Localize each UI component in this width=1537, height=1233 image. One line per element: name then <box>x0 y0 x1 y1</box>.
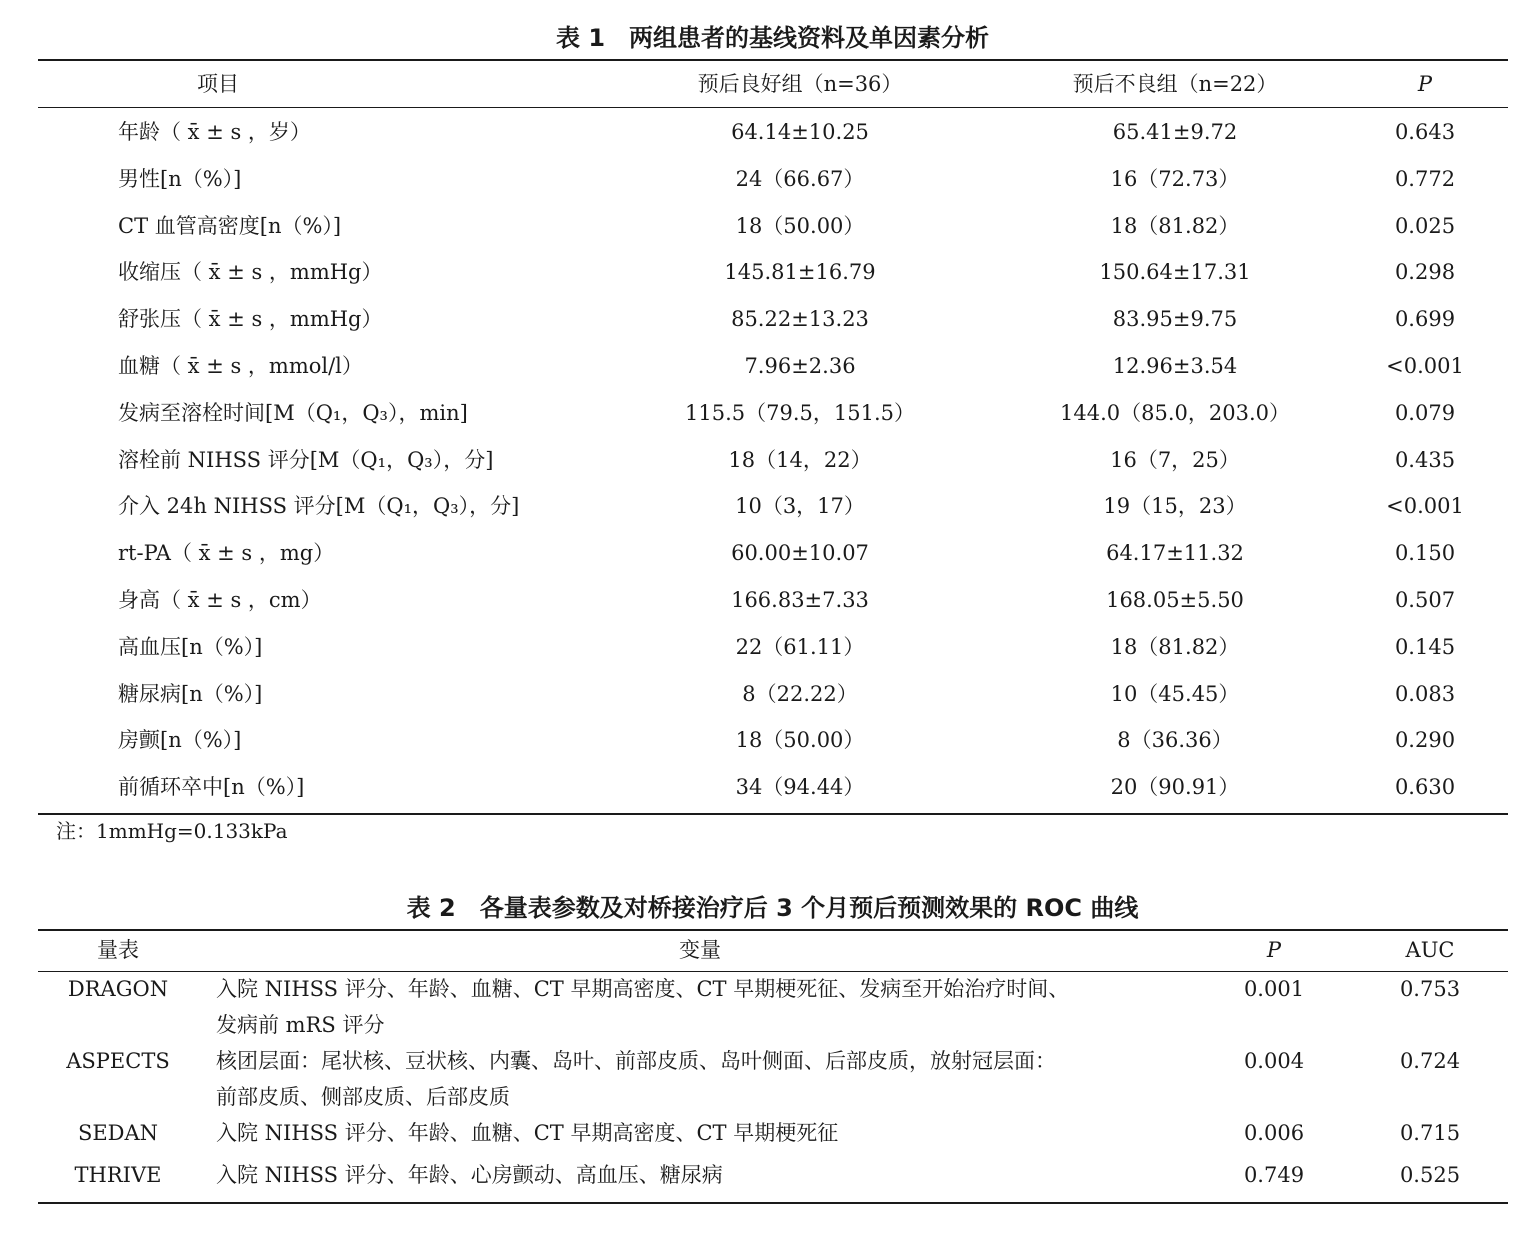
table1-row-label: 高血压[n（%）] <box>118 635 263 659</box>
table1-row-poor: 8（36.36） <box>1117 728 1233 752</box>
table1-row-label: 糖尿病[n（%）] <box>118 682 263 706</box>
table1-row-p: 0.079 <box>1394 401 1456 425</box>
table2-row-vars-line: 入院 NIHSS 评分、年龄、心房颤动、高血压、糖尿病 <box>216 1163 723 1187</box>
table1-row-good: 18（50.00） <box>735 214 865 238</box>
table1-row-poor: 20（90.91） <box>1110 775 1240 799</box>
table1-row-good: 18（14，22） <box>728 448 872 472</box>
table1-row-label: 溶栓前 NIHSS 评分[M（Q₁，Q₃），分] <box>118 448 494 472</box>
table1-row-poor: 150.64±17.31 <box>1099 260 1251 284</box>
table1-row-p: 0.298 <box>1394 260 1456 284</box>
table1-row-p: 0.025 <box>1394 214 1456 238</box>
table1-row-label: 发病至溶栓时间[M（Q₁，Q₃），min] <box>118 401 468 425</box>
table1-row-p: <0.001 <box>1386 494 1464 518</box>
table1-header-good: 预后良好组（n=36） <box>697 72 903 96</box>
table1-row-p: 0.772 <box>1394 167 1456 191</box>
table1-row-p: 0.507 <box>1394 588 1456 612</box>
table1-row-good: 85.22±13.23 <box>731 307 869 331</box>
table1-top-rule <box>38 59 1508 61</box>
table2-row-auc: 0.724 <box>1399 1049 1461 1073</box>
table1-row-label: CT 血管高密度[n（%）] <box>118 214 342 238</box>
table1-row-p: 0.630 <box>1394 775 1456 799</box>
table1-row-p: 0.699 <box>1394 307 1456 331</box>
table1-row-good: 60.00±10.07 <box>731 541 869 565</box>
table1-row-poor: 19（15，23） <box>1103 494 1247 518</box>
table1-row-label: 前循环卒中[n（%）] <box>118 775 305 799</box>
table1-row-good: 166.83±7.33 <box>731 588 869 612</box>
table1-header-item: 项目 <box>197 72 239 96</box>
table1-row-good: 8（22.22） <box>742 682 858 706</box>
table1-bottom-rule <box>38 813 1508 815</box>
table2-row-p: 0.001 <box>1243 977 1305 1001</box>
table1-row-good: 7.96±2.36 <box>744 354 856 378</box>
table2-header-vars: 变量 <box>679 938 721 962</box>
table1-row-p: 0.083 <box>1394 682 1456 706</box>
table1-row-label: 收缩压（ x̄ ± s ，mmHg） <box>118 260 383 284</box>
table1-row-label: 舒张压（ x̄ ± s ，mmHg） <box>118 307 383 331</box>
table2-row-scale: ASPECTS <box>66 1049 170 1073</box>
table1-row-p: 0.643 <box>1394 120 1456 144</box>
table1-row-poor: 18（81.82） <box>1110 635 1240 659</box>
table2-row-vars-line: 入院 NIHSS 评分、年龄、血糖、CT 早期高密度、CT 早期梗死征、发病至开始治疗时间、 <box>216 977 1070 1001</box>
table1-row-poor: 12.96±3.54 <box>1112 354 1238 378</box>
table1-row-poor: 65.41±9.72 <box>1112 120 1238 144</box>
table2-header-auc: AUC <box>1405 938 1455 962</box>
table2-row-p: 0.006 <box>1243 1121 1305 1145</box>
table1-row-good: 145.81±16.79 <box>724 260 876 284</box>
table2-row-auc: 0.525 <box>1399 1163 1461 1187</box>
table1-row-good: 34（94.44） <box>735 775 865 799</box>
table1-row-poor: 10（45.45） <box>1110 682 1240 706</box>
table2-title: 表 2 各量表参数及对桥接治疗后 3 个月预后预测效果的 ROC 曲线 <box>406 894 1139 922</box>
table2-header-p: P <box>1266 938 1282 962</box>
table1-row-poor: 64.17±11.32 <box>1106 541 1244 565</box>
table2-row-scale: DRAGON <box>67 977 169 1001</box>
table1-row-good: 22（61.11） <box>735 635 865 659</box>
table1-row-p: 0.435 <box>1394 448 1456 472</box>
table2-row-p: 0.749 <box>1243 1163 1305 1187</box>
table1-row-good: 24（66.67） <box>735 167 865 191</box>
table1-row-label: 男性[n（%）] <box>118 167 242 191</box>
table1-row-label: 房颤[n（%）] <box>118 728 242 752</box>
table2-header-rule <box>38 971 1508 972</box>
table1-row-label: 身高（ x̄ ± s ，cm） <box>118 588 322 612</box>
table1-row-label: rt-PA（ x̄ ± s ，mg） <box>118 541 335 565</box>
table1-row-p: 0.145 <box>1394 635 1456 659</box>
table1-row-good: 64.14±10.25 <box>731 120 869 144</box>
table1-header-poor: 预后不良组（n=22） <box>1072 72 1278 96</box>
table1-row-good: 10（3，17） <box>735 494 865 518</box>
table1-row-p: 0.150 <box>1394 541 1456 565</box>
table1-row-poor: 83.95±9.75 <box>1112 307 1238 331</box>
table2-row-vars-line: 前部皮质、侧部皮质、后部皮质 <box>216 1085 510 1109</box>
table1-title: 表 1 两组患者的基线资料及单因素分析 <box>555 24 990 52</box>
table2-top-rule <box>38 929 1508 931</box>
table1-row-poor: 18（81.82） <box>1110 214 1240 238</box>
table2-bottom-rule <box>38 1202 1508 1204</box>
table2-row-vars-line: 发病前 mRS 评分 <box>216 1013 385 1037</box>
table1-row-poor: 16（7，25） <box>1110 448 1240 472</box>
table1-row-good: 18（50.00） <box>735 728 865 752</box>
table1-header-p: P <box>1417 72 1433 96</box>
table2-row-auc: 0.753 <box>1399 977 1461 1001</box>
table2-row-vars-line: 核团层面：尾状核、豆状核、内囊、岛叶、前部皮质、岛叶侧面、后部皮质，放射冠层面： <box>216 1049 1056 1073</box>
table2-row-auc: 0.715 <box>1399 1121 1461 1145</box>
table1-header-rule <box>38 107 1508 108</box>
table1-row-label: 年龄（ x̄ ± s ，岁） <box>118 120 311 144</box>
table2-header-scale: 量表 <box>97 938 139 962</box>
table1-row-poor: 168.05±5.50 <box>1106 588 1244 612</box>
table1-note: 注：1mmHg=0.133kPa <box>56 819 288 843</box>
table2-row-scale: SEDAN <box>77 1121 159 1145</box>
table1-row-label: 介入 24h NIHSS 评分[M（Q₁，Q₃），分] <box>118 494 520 518</box>
table1-row-label: 血糖（ x̄ ± s ，mmol/l） <box>118 354 363 378</box>
table1-row-p: <0.001 <box>1386 354 1464 378</box>
table2-row-p: 0.004 <box>1243 1049 1305 1073</box>
table1-row-good: 115.5（79.5，151.5） <box>685 401 915 425</box>
table1-row-poor: 16（72.73） <box>1110 167 1240 191</box>
table1-row-p: 0.290 <box>1394 728 1456 752</box>
table1-row-poor: 144.0（85.0，203.0） <box>1060 401 1290 425</box>
table2-row-vars-line: 入院 NIHSS 评分、年龄、血糖、CT 早期高密度、CT 早期梗死征 <box>216 1121 839 1145</box>
table2-row-scale: THRIVE <box>74 1163 162 1187</box>
